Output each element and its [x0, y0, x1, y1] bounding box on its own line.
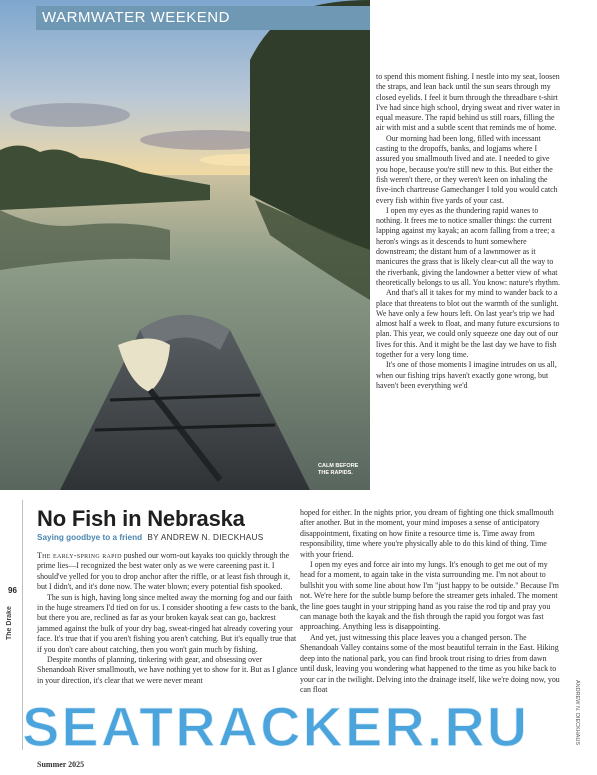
hero-photo [0, 0, 370, 490]
deck-text: Saying goodbye to a friend [37, 533, 143, 542]
paragraph: I open my eyes as the thundering rapid wanes to nothing. It frees me to notice smaller things: the current lapping against my kayak; an acorn falling from a tree; a heron's wings as it descends to hunt somewhere downstream; the distant hum of a lawnmower as it manicures the grass that is likely clear-cut all the way to the riverbank, giving the landowner a better view of what theoretically belongs to us all. You know: nature's rhythm. [376, 205, 560, 287]
watermark: SEATRACKER.RU [22, 695, 530, 758]
paragraph: I open my eyes and force air into my lungs. It's enough to get me out of my head for a moment, to again take in the vista surrounding me. I'm not about to bullshit you with some line about how I'm "just happy to be outside." Because I'm not. We're here for the subtle bump before the streamer gets inhaled. The moment the line goes taught in your stripping hand as you raise the rod tip and pray you can manage both the kayak and the fish through the rapid you forgot was fast approaching. Anything less is disappointing. [300, 560, 559, 632]
paragraph: Our morning had been long, filled with incessant casting to the dropoffs, banks, and logjams where I assured you smallmouth lived and ate. I needed to give you hope, because you're still new to this. But either the fish weren't there, or they weren't keen on inhaling the five-inch chartreuse Gamechanger I told you would catch every fish within five yards of your cast. [376, 133, 558, 205]
article-headline: No Fish in Nebraska [37, 506, 245, 531]
byline: BY ANDREW N. DIECKHAUS [147, 533, 264, 542]
margin-rule [22, 500, 23, 750]
lead-paragraph [37, 551, 299, 593]
issue-date: Summer 2025 [37, 760, 85, 769]
paragraph: to spend this moment fishing. I nestle into my seat, loosen the straps, and lean back until the sun sears through my closed eyelids. I feel it burn through the threadbare t-shirt I've had since high school, drying sweat and river water in equal measure. The rapid behind us still roars, filling the air with mist and a subtle scent that reminds me of home. [376, 72, 560, 133]
paragraph: It's one of those moments I imagine intrudes on us all, when our fishing trips haven't exactly gone wrong, but haven't been everything we'd [376, 360, 557, 390]
lead-smallcaps: The early-spring rapid [37, 551, 122, 560]
paragraph: And that's all it takes for my mind to wander back to a place that threatens to blot out the warmth of the sunlight. We have only a few hours left. On last year's trip we had almost half a week to float, and many future excursions to plan. This year, we could only squeeze one day out of our lives for this. And it might be the last day we have to fish together for a very long time. [376, 288, 560, 360]
river-kayak-illustration [0, 0, 370, 490]
paragraph: And yet, just witnessing this place leaves you a changed person. The Shenandoah Valley contains some of the most beautiful terrain in the East. Hiking deep into the national park, you can find brook trout rising to dries from dawn until dusk, leaving you wondering what happened to the time as you hike back to your car in the twilight. Delving into the drainage itself, like we're doing now, you can float [300, 632, 560, 694]
photo-credit: ANDREW N. DIECKHAUS [574, 680, 580, 746]
section-banner: WARMWATER WEEKEND [36, 6, 370, 30]
left-column-text [37, 551, 299, 686]
right-column-text [376, 72, 560, 391]
page-number: 96 [8, 586, 17, 595]
magazine-name: The Drake [6, 606, 13, 640]
paragraph: Despite months of planning, tinkering with gear, and obsessing over Shenandoah River smallmouth, we have nothing yet to show for it. But as I glance in your direction, it's clear that we were never meant [37, 655, 298, 685]
photo-caption: CALM BEFORE THE RAPIDS. [318, 463, 359, 476]
paragraph: The sun is high, having long since melted away the morning fog and our faith in the huge streamers I'd tied on for us. I consider shooting a few casts to the bank, but there you are, reclined as far as your broken kayak seat can go, backrest jammed against the bulk of your dry bag, sweat-ringed hat already covering your face. It's true that if you aren't fishing you aren't catching. But it's equally true that if you don't care about catching, then you won't gain much by fishing. [37, 592, 299, 654]
article-deck [37, 533, 297, 542]
continuation-column-text [300, 508, 562, 695]
paragraph: hoped for either. In the nights prior, you dream of fighting one thick smallmouth after another. But in the moment, your mind imposes a sense of anticipatory disappointment, fixating on how finite a resource time is. Time away from responsibility, time where you're physically able to do this kind of thing. Time with your friend. [300, 508, 554, 559]
lead-text: pushed our worn-out kayaks too quickly through the prime lies—I recognized the best water only as we were careening past it. I should've yelled for you to drop anchor after the riffle, or at least fish through it, but I didn't, and it's done now. The water blown; every potential fish spooked. [37, 551, 291, 592]
